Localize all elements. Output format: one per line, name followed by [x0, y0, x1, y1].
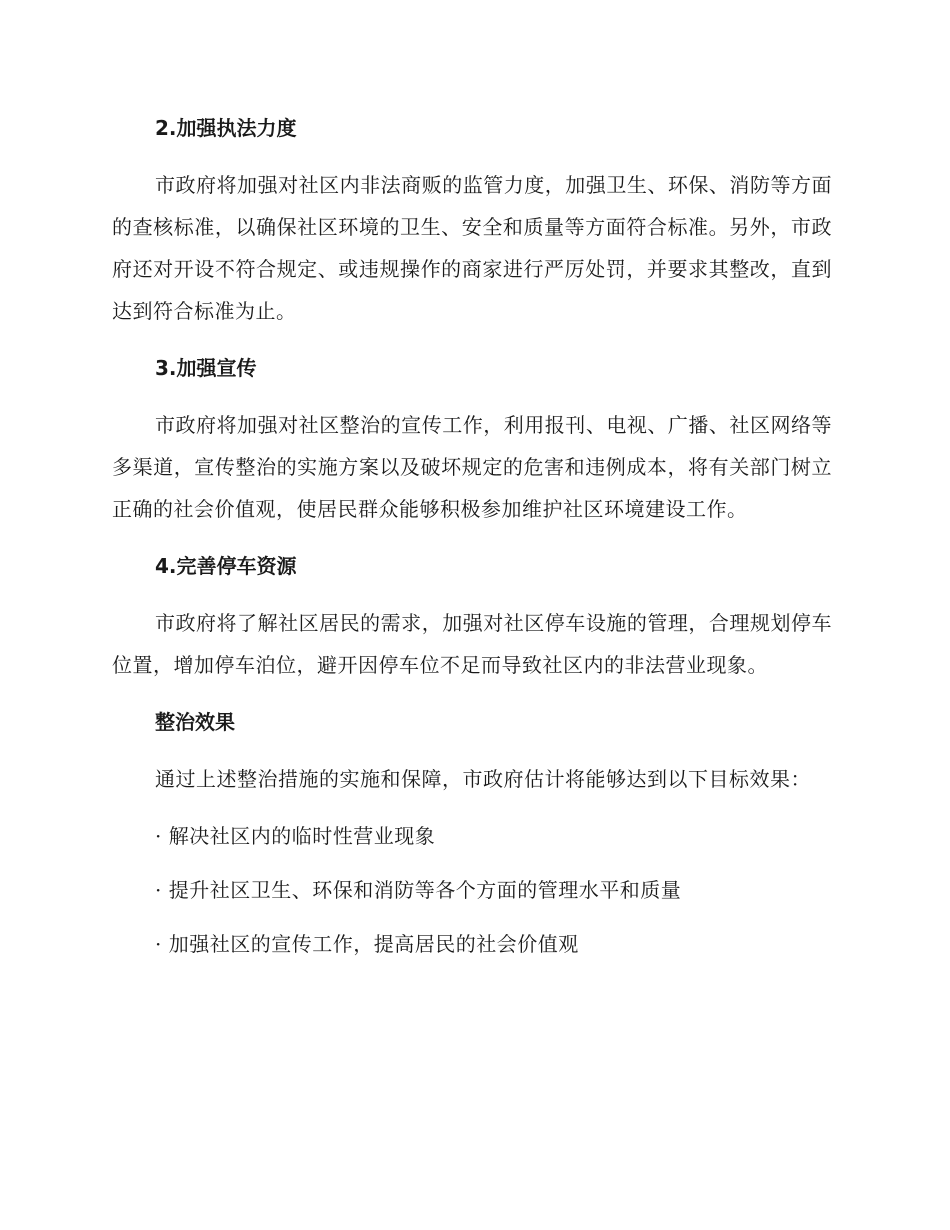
- section-heading: 整治效果: [155, 710, 235, 734]
- section-paragraph: 市政府将加强对社区内非法商贩的监管力度，加强卫生、环保、消防等方面的查核标准，以确保社区环境的卫生、安全和质量等方面符合标准。另外，市政府还对开设不符合规定、或违规操作的商家进行严厉处罚，并要求其整改，直到达到符合标准为止。: [112, 173, 832, 323]
- bullet-item: · 提升社区卫生、环保和消防等各个方面的管理水平和质量: [155, 878, 682, 902]
- section-heading: 2.加强执法力度: [155, 116, 297, 140]
- section-heading: 4.完善停车资源: [155, 554, 297, 578]
- section-paragraph: 市政府将了解社区居民的需求，加强对社区停车设施的管理，合理规划停车位置，增加停车泊位，避开因停车位不足而导致社区内的非法营业现象。: [112, 611, 832, 677]
- bullet-item: · 加强社区的宣传工作，提高居民的社会价值观: [155, 932, 579, 956]
- section-paragraph: 通过上述整治措施的实施和保障，市政府估计将能够达到以下目标效果：: [155, 767, 811, 791]
- section-paragraph: 市政府将加强对社区整治的宣传工作，利用报刊、电视、广播、社区网络等多渠道，宣传整治的实施方案以及破坏规定的危害和违例成本，将有关部门树立正确的社会价值观，使居民群众能够积极参加维护社区环境建设工作。: [112, 413, 832, 521]
- document-page: [112, 108, 832, 978]
- section-heading: 3.加强宣传: [155, 356, 257, 380]
- bullet-item: · 解决社区内的临时性营业现象: [155, 824, 436, 848]
